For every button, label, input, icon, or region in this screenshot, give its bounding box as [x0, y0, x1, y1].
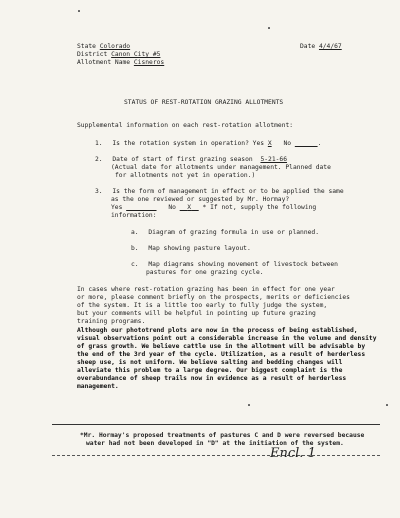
q1-text: Is the rotation system in operation? — [112, 140, 249, 147]
q3-no-value: X — [187, 204, 192, 211]
allotment-label: Allotment Name — [77, 59, 131, 66]
q3-item-c — [131, 261, 338, 269]
question-2 — [95, 156, 287, 164]
footnote-line: *Mr. Hormay's proposed treatments of pastures C and D were reversed because — [80, 432, 365, 439]
response-line: management. — [77, 383, 119, 390]
document-title: STATUS OF REST-ROTATION GRAZING ALLOTMENTS — [124, 99, 284, 106]
q2-number: 2. — [95, 156, 103, 163]
item-a-text: Diagram of grazing formula in use or planned. — [148, 229, 319, 236]
q3-item-b — [131, 245, 251, 253]
q2-text: Date of start of first grazing season — [112, 156, 253, 163]
comment-line: or more, please comment briefly on the prospects, merits or deficiencies — [77, 294, 350, 301]
q1-yes-value: X — [267, 140, 272, 147]
q3-line4: information: — [111, 212, 157, 219]
q3-yes-label: Yes — [111, 204, 123, 211]
question-1: 1. Is the rotation system in operation? Yes X No . — [95, 140, 322, 147]
state-value: Colorado — [99, 43, 131, 50]
response-line: visual observations point out a considerable increase in the volume and density — [77, 335, 377, 342]
scan-speck — [268, 27, 270, 29]
q2-line3: for allotments not yet in operation.) — [115, 172, 256, 179]
comment-line: In cases where rest-rotation grazing has been in effect for one year — [77, 286, 335, 293]
district-value: Canon City #5 — [111, 51, 161, 58]
district-label: District — [77, 51, 108, 58]
item-a-letter: a. — [131, 229, 139, 236]
comment-request — [77, 286, 350, 326]
state-label: State — [77, 43, 96, 50]
response-line: Although our phototrend plots are now in the process of being established, — [77, 327, 358, 334]
state-line — [77, 43, 130, 51]
scan-speck — [248, 404, 250, 406]
enclosure-handwritten-note: Encl. 1 — [270, 446, 316, 461]
footnote-line: water had not been developed in "D" at the initiation of the system. — [86, 440, 344, 447]
item-c-letter: c. — [131, 261, 139, 268]
comment-line: of the system. It is a little too early to fully judge the system, — [77, 302, 328, 309]
comment-line: training programs. — [77, 318, 146, 325]
q1-yes-label: Yes — [252, 140, 265, 147]
response-line: alleviate this problem to a large degree. Our biggest complaint is the — [77, 367, 343, 374]
footnote — [80, 432, 364, 448]
q3-item-c-line2: pastures for one grazing cycle. — [146, 269, 264, 276]
allotment-value: Cisneros — [133, 59, 165, 66]
q2-line2: (Actual date for allotments under management. Planned date — [111, 164, 331, 171]
item-b-text: Map showing pasture layout. — [148, 245, 251, 252]
comment-line: but your comments will be helpful in pointing up future grazing — [77, 310, 316, 317]
question-3 — [95, 188, 344, 196]
q3-text: Is the form of management in effect or to be applied the same — [112, 188, 344, 195]
item-b-letter: b. — [131, 245, 139, 252]
response-line: of grass growth. We believe cattle use in the allotment will be advisable by — [77, 343, 366, 350]
allotment-line — [77, 59, 164, 67]
q3-after-text: * If not, supply the following — [202, 204, 317, 211]
response-paragraph — [77, 327, 377, 391]
date-value: 4/4/67 — [318, 43, 342, 50]
date-label: Date — [300, 43, 316, 50]
q3-answer-line — [111, 204, 316, 212]
q1-number: 1. — [95, 140, 103, 147]
district-line — [77, 51, 160, 59]
response-line: the end of the 3rd year of the cycle. Utilization, as a result of herderless — [77, 351, 366, 358]
q1-no-label: No — [283, 140, 292, 147]
q2-date-value: 5-21-66 — [260, 156, 288, 163]
q3-no-label: No — [168, 204, 176, 211]
q3-line2: as the one reviewed or suggested by Mr. Hormay? — [111, 196, 290, 203]
intro-text: Supplemental information on each rest-rotation allotment: — [77, 122, 294, 129]
response-line: sheep use, is not uniform. We believe salting and bedding changes will — [77, 359, 343, 366]
scan-speck — [386, 404, 388, 406]
response-line: overabundance of sheep trails now in evidence as a result of herderless — [77, 375, 347, 382]
scan-speck — [78, 10, 80, 12]
q3-item-a — [131, 229, 319, 237]
date-line — [300, 43, 342, 51]
item-c-text: Map diagrams showing movement of livestock between — [148, 261, 338, 268]
q3-number: 3. — [95, 188, 103, 195]
